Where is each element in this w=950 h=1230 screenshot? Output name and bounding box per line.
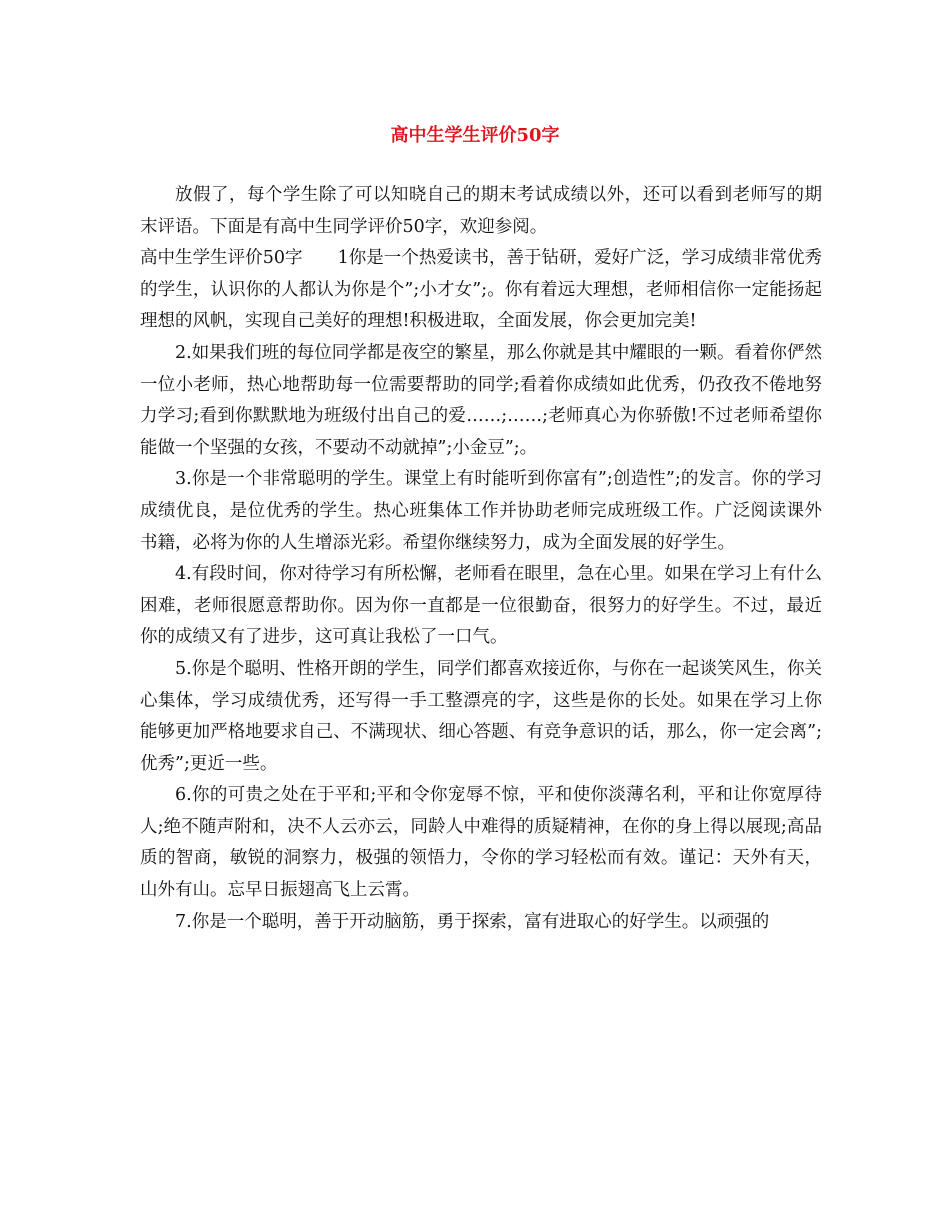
evaluation-paragraph-4: 4.有段时间，你对待学习有所松懈，老师看在眼里，急在心里。如果在学习上有什么困难，老师很愿意帮助你。因为你一直都是一位很勤奋，很努力的好学生。不过，最近你的成绩又有了进步，这可真让我松了一口气。	[140, 564, 822, 648]
document-body	[140, 180, 822, 938]
intro-paragraph: 放假了，每个学生除了可以知晓自己的期末考试成绩以外，还可以看到老师写的期末评语。下面是有高中生同学评价50字，欢迎参阅。	[140, 185, 822, 237]
evaluation-paragraph-5: 5.你是个聪明、性格开朗的学生，同学们都喜欢接近你，与你在一起谈笑风生，你关心集体，学习成绩优秀，还写得一手工整漂亮的字，这些是你的长处。如果在学习上你能够更加严格地要求自己、不满现状、细心答题、有竞争意识的话，那么，你一定会离”;优秀”;更近一些。	[140, 658, 822, 774]
evaluation-paragraph-1: 高中生学生评价50字 1你是一个热爱读书，善于钻研，爱好广泛，学习成绩非常优秀的学生，认识你的人都认为你是个”;小才女”;。你有着远大理想，老师相信你一定能扬起理想的风帆，实现自己美好的理想!积极进取，全面发展，你会更加完美!	[140, 248, 822, 332]
document-title: 高中生学生评价50字	[390, 125, 560, 146]
evaluation-paragraph-3: 3.你是一个非常聪明的学生。课堂上有时能听到你富有”;创造性”;的发言。你的学习成绩优良，是位优秀的学生。热心班集体工作并协助老师完成班级工作。广泛阅读课外书籍，必将为你的人生增添光彩。希望你继续努力，成为全面发展的好学生。	[140, 469, 822, 553]
evaluation-paragraph-7: 7.你是一个聪明，善于开动脑筋，勇于探索，富有进取心的好学生。以顽强的	[175, 911, 770, 932]
evaluation-paragraph-2: 2.如果我们班的每位同学都是夜空的繁星，那么你就是其中耀眼的一颗。看着你俨然一位小老师，热心地帮助每一位需要帮助的同学;看着你成绩如此优秀，仍孜孜不倦地努力学习;看到你默默地为班级付出自己的爱……;……;老师真心为你骄傲!不过老师希望你能做一个坚强的女孩，不要动不动就掉”;小金豆”;。	[140, 342, 822, 458]
evaluation-paragraph-6: 6.你的可贵之处在于平和;平和令你宠辱不惊，平和使你淡薄名利，平和让你宽厚待人;绝不随声附和，决不人云亦云，同龄人中难得的质疑精神，在你的身上得以展现;高品质的智商，敏锐的洞察力，极强的领悟力，令你的学习轻松而有效。谨记：天外有天，山外有山。忘早日振翅高飞上云霄。	[140, 785, 822, 901]
